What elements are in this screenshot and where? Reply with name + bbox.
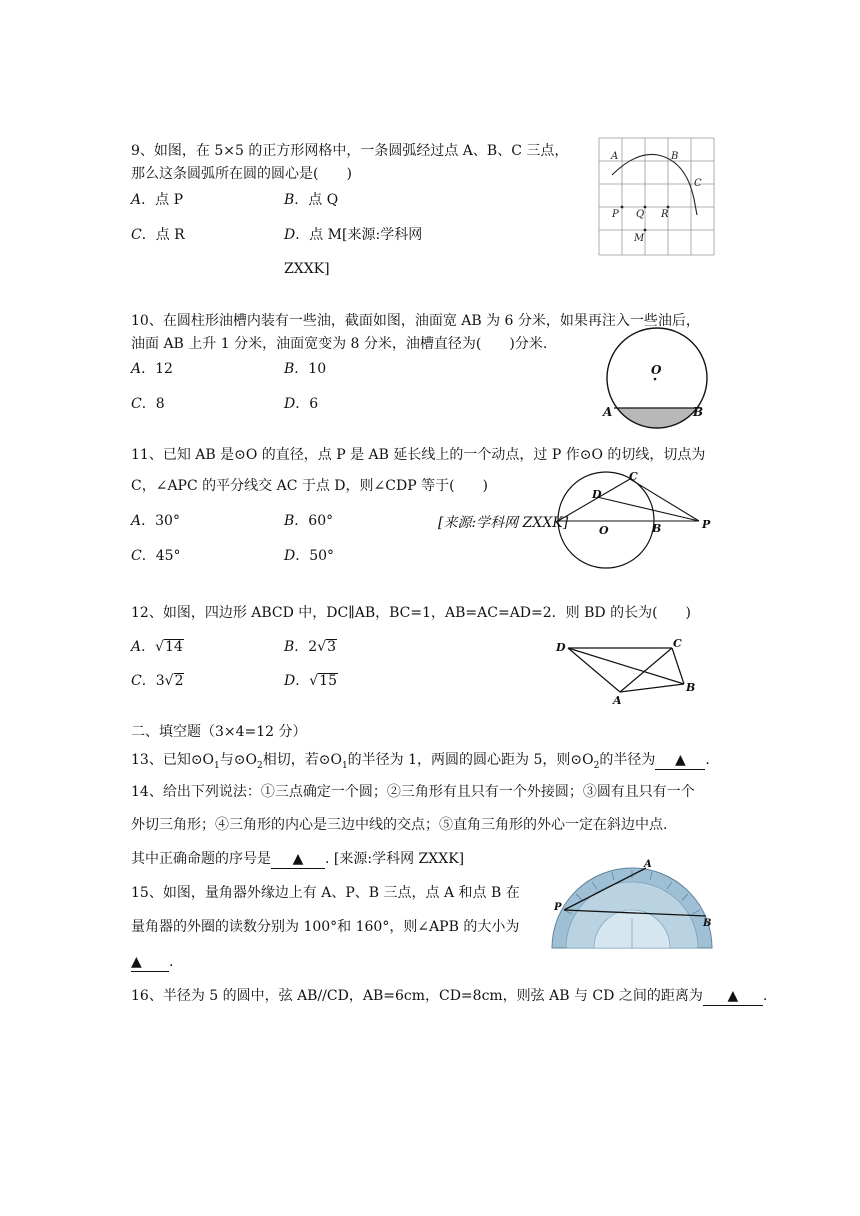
q10-center-point — [654, 378, 657, 381]
q11-tangent-cp — [630, 479, 699, 521]
q10-label-a: A — [603, 405, 613, 419]
q9-option-b: B．点 Q — [284, 192, 339, 208]
q12-label-c: C — [673, 637, 682, 650]
section-2-title: 二、填空题（3×4=12 分） — [131, 724, 307, 740]
q9-stem-line1: 9、如图，在 5×5 的正方形网格中，一条圆弧经过点 A、B、C 三点， — [131, 143, 569, 159]
q12-option-a: A．√14 — [131, 639, 183, 655]
q10-option-a: A．12 — [131, 361, 173, 377]
q15-label-p: P — [554, 902, 562, 913]
q11-bisector-dp — [597, 497, 699, 521]
q10-oil-tank-figure — [600, 326, 715, 430]
q16-text: 16、半径为 5 的圆中，弦 AB//CD，AB=6cm，CD=8cm，则弦 AB 与 CD 之间的距离为 ▲ . — [131, 988, 768, 1004]
q12-diagonal-bd — [568, 648, 684, 684]
q9-label-c: C — [694, 178, 702, 189]
q12-label-b: B — [686, 681, 696, 694]
q9-label-r: R — [661, 209, 669, 220]
q12-side-da — [568, 648, 620, 692]
q10-option-b: B．10 — [284, 361, 327, 377]
q10-label-o: O — [651, 363, 662, 377]
q14-answer-blank: ▲ — [271, 850, 325, 869]
q11-option-a: A．30° — [131, 513, 180, 529]
q9-label-b: B — [671, 151, 679, 162]
q9-option-c: C．点 R — [131, 227, 185, 243]
q15-label-a: A — [644, 859, 652, 870]
q15-line3: ▲ . — [131, 954, 174, 970]
q15-answer-blank: ▲ — [131, 953, 169, 972]
q9-arc — [612, 154, 697, 215]
q11-label-b: B — [652, 522, 662, 535]
q12-label-a: A — [613, 694, 622, 706]
q16-answer-blank: ▲ — [703, 987, 763, 1006]
q9-option-d-continued: ZXXK] — [284, 261, 330, 277]
q9-label-a: A — [611, 151, 619, 162]
q12-quadrilateral-figure — [554, 634, 704, 706]
q12-option-c: C．3√2 — [131, 673, 184, 689]
q13-answer-blank: ▲ — [655, 751, 705, 770]
q10-label-b: B — [693, 405, 704, 419]
q12-label-d: D — [556, 641, 566, 654]
q11-source-note: [来源:学科网 ZXXK] — [438, 515, 569, 531]
q9-option-d: D．点 M[来源:学科网 — [284, 227, 423, 243]
q11-label-o: O — [599, 524, 609, 537]
q12-side-cb — [672, 648, 684, 684]
q11-label-d: D — [592, 488, 602, 501]
q11-stem-line1: 11、已知 AB 是⊙O 的直径，点 P 是 AB 延长线上的一个动点，过 P 作⊙O 的切线，切点为 — [131, 447, 706, 463]
q10-stem-line1: 10、在圆柱形油槽内装有一些油，截面如图，油面宽 AB 为 6 分米，如果再注入一些油后， — [131, 313, 700, 329]
q12-option-d: D．√15 — [284, 673, 337, 689]
q12-diagonal-ac — [620, 648, 672, 692]
q11-label-p: P — [702, 518, 711, 531]
q9-label-p: P — [612, 209, 619, 220]
q11-option-b: B．60° — [284, 513, 334, 529]
q14-line1: 14、给出下列说法：①三点确定一个圆；②三角形有且只有一个外接圆；③圆有且只有一个 — [131, 784, 695, 800]
q15-line2: 量角器的外圈的读数分别为 100°和 160°，则∠APB 的大小为 — [131, 919, 520, 935]
q12-side-ab — [620, 684, 684, 692]
q13-text: 13、已知$⊙O_1$与$⊙O_2$相切，若$⊙O_1$的半径为 1，两圆的圆心距为 5，则$⊙O_2$的半径为 ▲ . — [131, 752, 710, 771]
q11-stem-line2: C，∠APC 的平分线交 AC 于点 D，则∠CDP 等于( ) — [131, 478, 488, 494]
q10-option-d: D．6 — [284, 396, 319, 412]
q9-label-q: Q — [636, 209, 645, 220]
q11-circle — [558, 472, 654, 568]
q15-label-b: B — [703, 918, 712, 929]
q14-line3: 其中正确命题的序号是 ▲ . [来源:学科网 ZXXK] — [131, 851, 465, 867]
q9-label-m: M — [634, 233, 645, 244]
q9-stem-line2: 那么这条圆弧所在圆的圆心是( ) — [131, 166, 352, 182]
q10-stem-line2: 油面 AB 上升 1 分米，油面宽变为 8 分米，油槽直径为( )分米. — [131, 336, 548, 352]
q11-option-c: C．45° — [131, 548, 181, 564]
q11-label-c: C — [629, 470, 638, 483]
q15-line1: 15、如图，量角器外缘边上有 A、P、B 三点，点 A 和点 B 在 — [131, 885, 520, 901]
q9-grid-figure — [598, 137, 716, 257]
q11-option-d: D．50° — [284, 548, 335, 564]
q12-stem: 12、如图，四边形 ABCD 中，DC∥AB，BC=1，AB=AC=AD=2．则 BD 的长为( ) — [131, 605, 691, 621]
q14-line2: 外切三角形；④三角形的内心是三边中线的交点；⑤直角三角形的外心一定在斜边中点. — [131, 817, 668, 833]
q12-option-b: B．2√3 — [284, 639, 337, 655]
q9-option-a: A．点 P — [131, 192, 183, 208]
q15-protractor-figure — [550, 858, 715, 950]
q11-tangent-figure — [556, 470, 716, 570]
q10-option-c: C．8 — [131, 396, 165, 412]
